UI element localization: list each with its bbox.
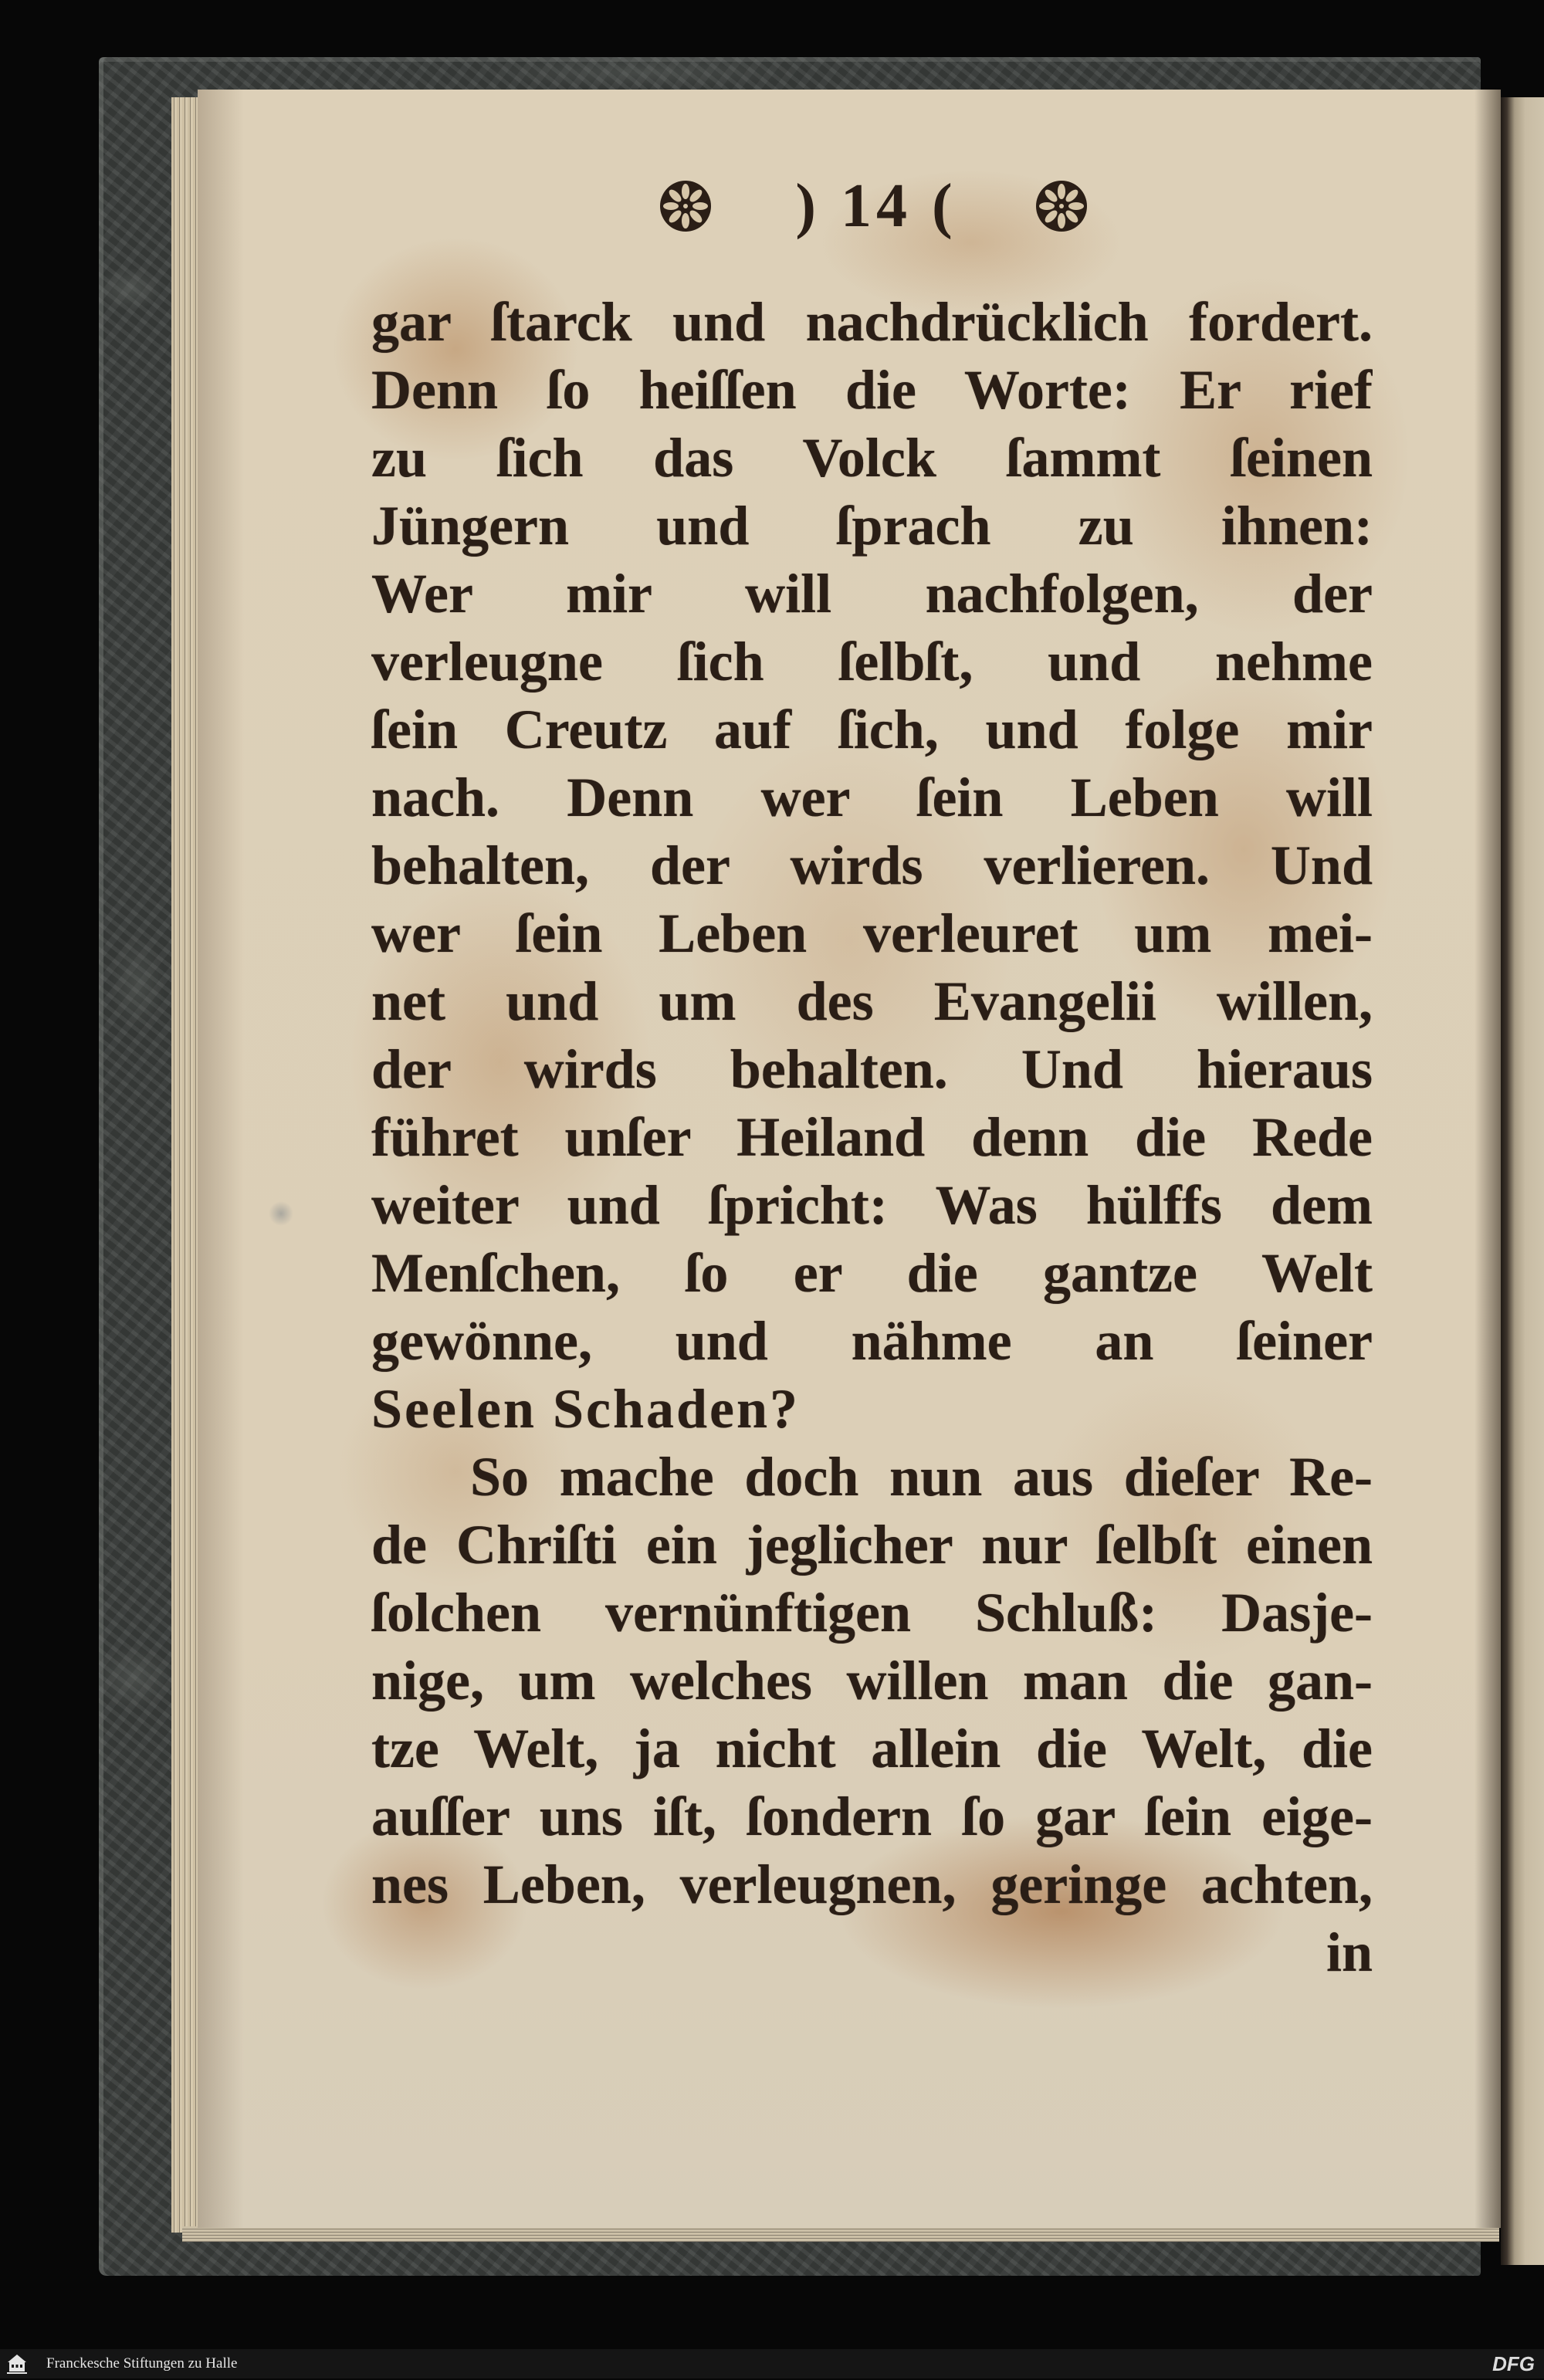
text-line: tze Welt, ja nicht allein die Welt, die xyxy=(371,1718,1373,1779)
text-line: nach. Denn wer ſein Leben will xyxy=(371,767,1373,828)
page-edges-left xyxy=(171,97,199,2233)
text-line: gar ſtarck und nachdrücklich fordert. xyxy=(371,291,1373,353)
text-line: net und um des Evangelii willen, xyxy=(371,970,1373,1032)
text-line: behalten, der wirds verlieren. Und xyxy=(371,835,1373,896)
text-line: weiter und ſpricht: Was hülffs dem xyxy=(371,1174,1373,1236)
facing-page-edge xyxy=(1501,97,1544,2265)
text-line: ſein Creutz auf ſich, und folge mir xyxy=(371,699,1373,760)
text-line: Menſchen, ſo er die gantze Welt xyxy=(371,1242,1373,1304)
text-line: führet unſer Heiland denn die Rede xyxy=(371,1106,1373,1168)
catchword: in xyxy=(1326,1921,1373,1983)
paragraph-start-line: So mache doch nun aus dieſer Re- xyxy=(470,1446,1373,1508)
text-line: Jüngern und ſprach zu ihnen: xyxy=(371,495,1373,557)
rosette-ornament-right-icon xyxy=(1034,178,1089,234)
page-number-marker: ) 14 ( xyxy=(795,172,957,240)
text-line: der wirds behalten. Und hieraus xyxy=(371,1038,1373,1100)
text-line: Denn ſo heiſſen die Worte: Er rief xyxy=(371,359,1373,421)
text-line: ſolchen vernünftigen Schluß: Dasje- xyxy=(371,1582,1373,1644)
text-line: nes Leben, verleugnen, geringe achten, xyxy=(371,1854,1373,1915)
text-line: zu ſich das Volck ſammt ſeinen xyxy=(371,427,1373,489)
text-block xyxy=(371,288,1373,1986)
institution-logo-icon xyxy=(5,2351,29,2376)
text-line: gewönne, und nähme an ſeiner xyxy=(371,1310,1373,1372)
book-page xyxy=(198,90,1501,2228)
text-line: wer ſein Leben verleuret um mei- xyxy=(371,902,1373,964)
paragraph-end-line: Seelen Schaden? xyxy=(371,1378,801,1440)
institution-name: Franckesche Stiftungen zu Halle xyxy=(46,2355,238,2372)
dfg-logo: DFG xyxy=(1492,2352,1535,2375)
text-line: verleugne ſich ſelbſt, und nehme xyxy=(371,631,1373,692)
page-edges-bottom xyxy=(182,2226,1499,2242)
text-line: auſſer uns iſt, ſondern ſo gar ſein eige- xyxy=(371,1786,1373,1847)
text-line: nige, um welches willen man die gan- xyxy=(371,1650,1373,1711)
text-line: Wer mir will nachfolgen, der xyxy=(371,563,1373,625)
rosette-ornament-left-icon xyxy=(658,178,713,234)
text-line: de Chriſti ein jeglicher nur ſelbſt einen xyxy=(371,1514,1373,1576)
viewer-footer xyxy=(0,2349,1544,2378)
